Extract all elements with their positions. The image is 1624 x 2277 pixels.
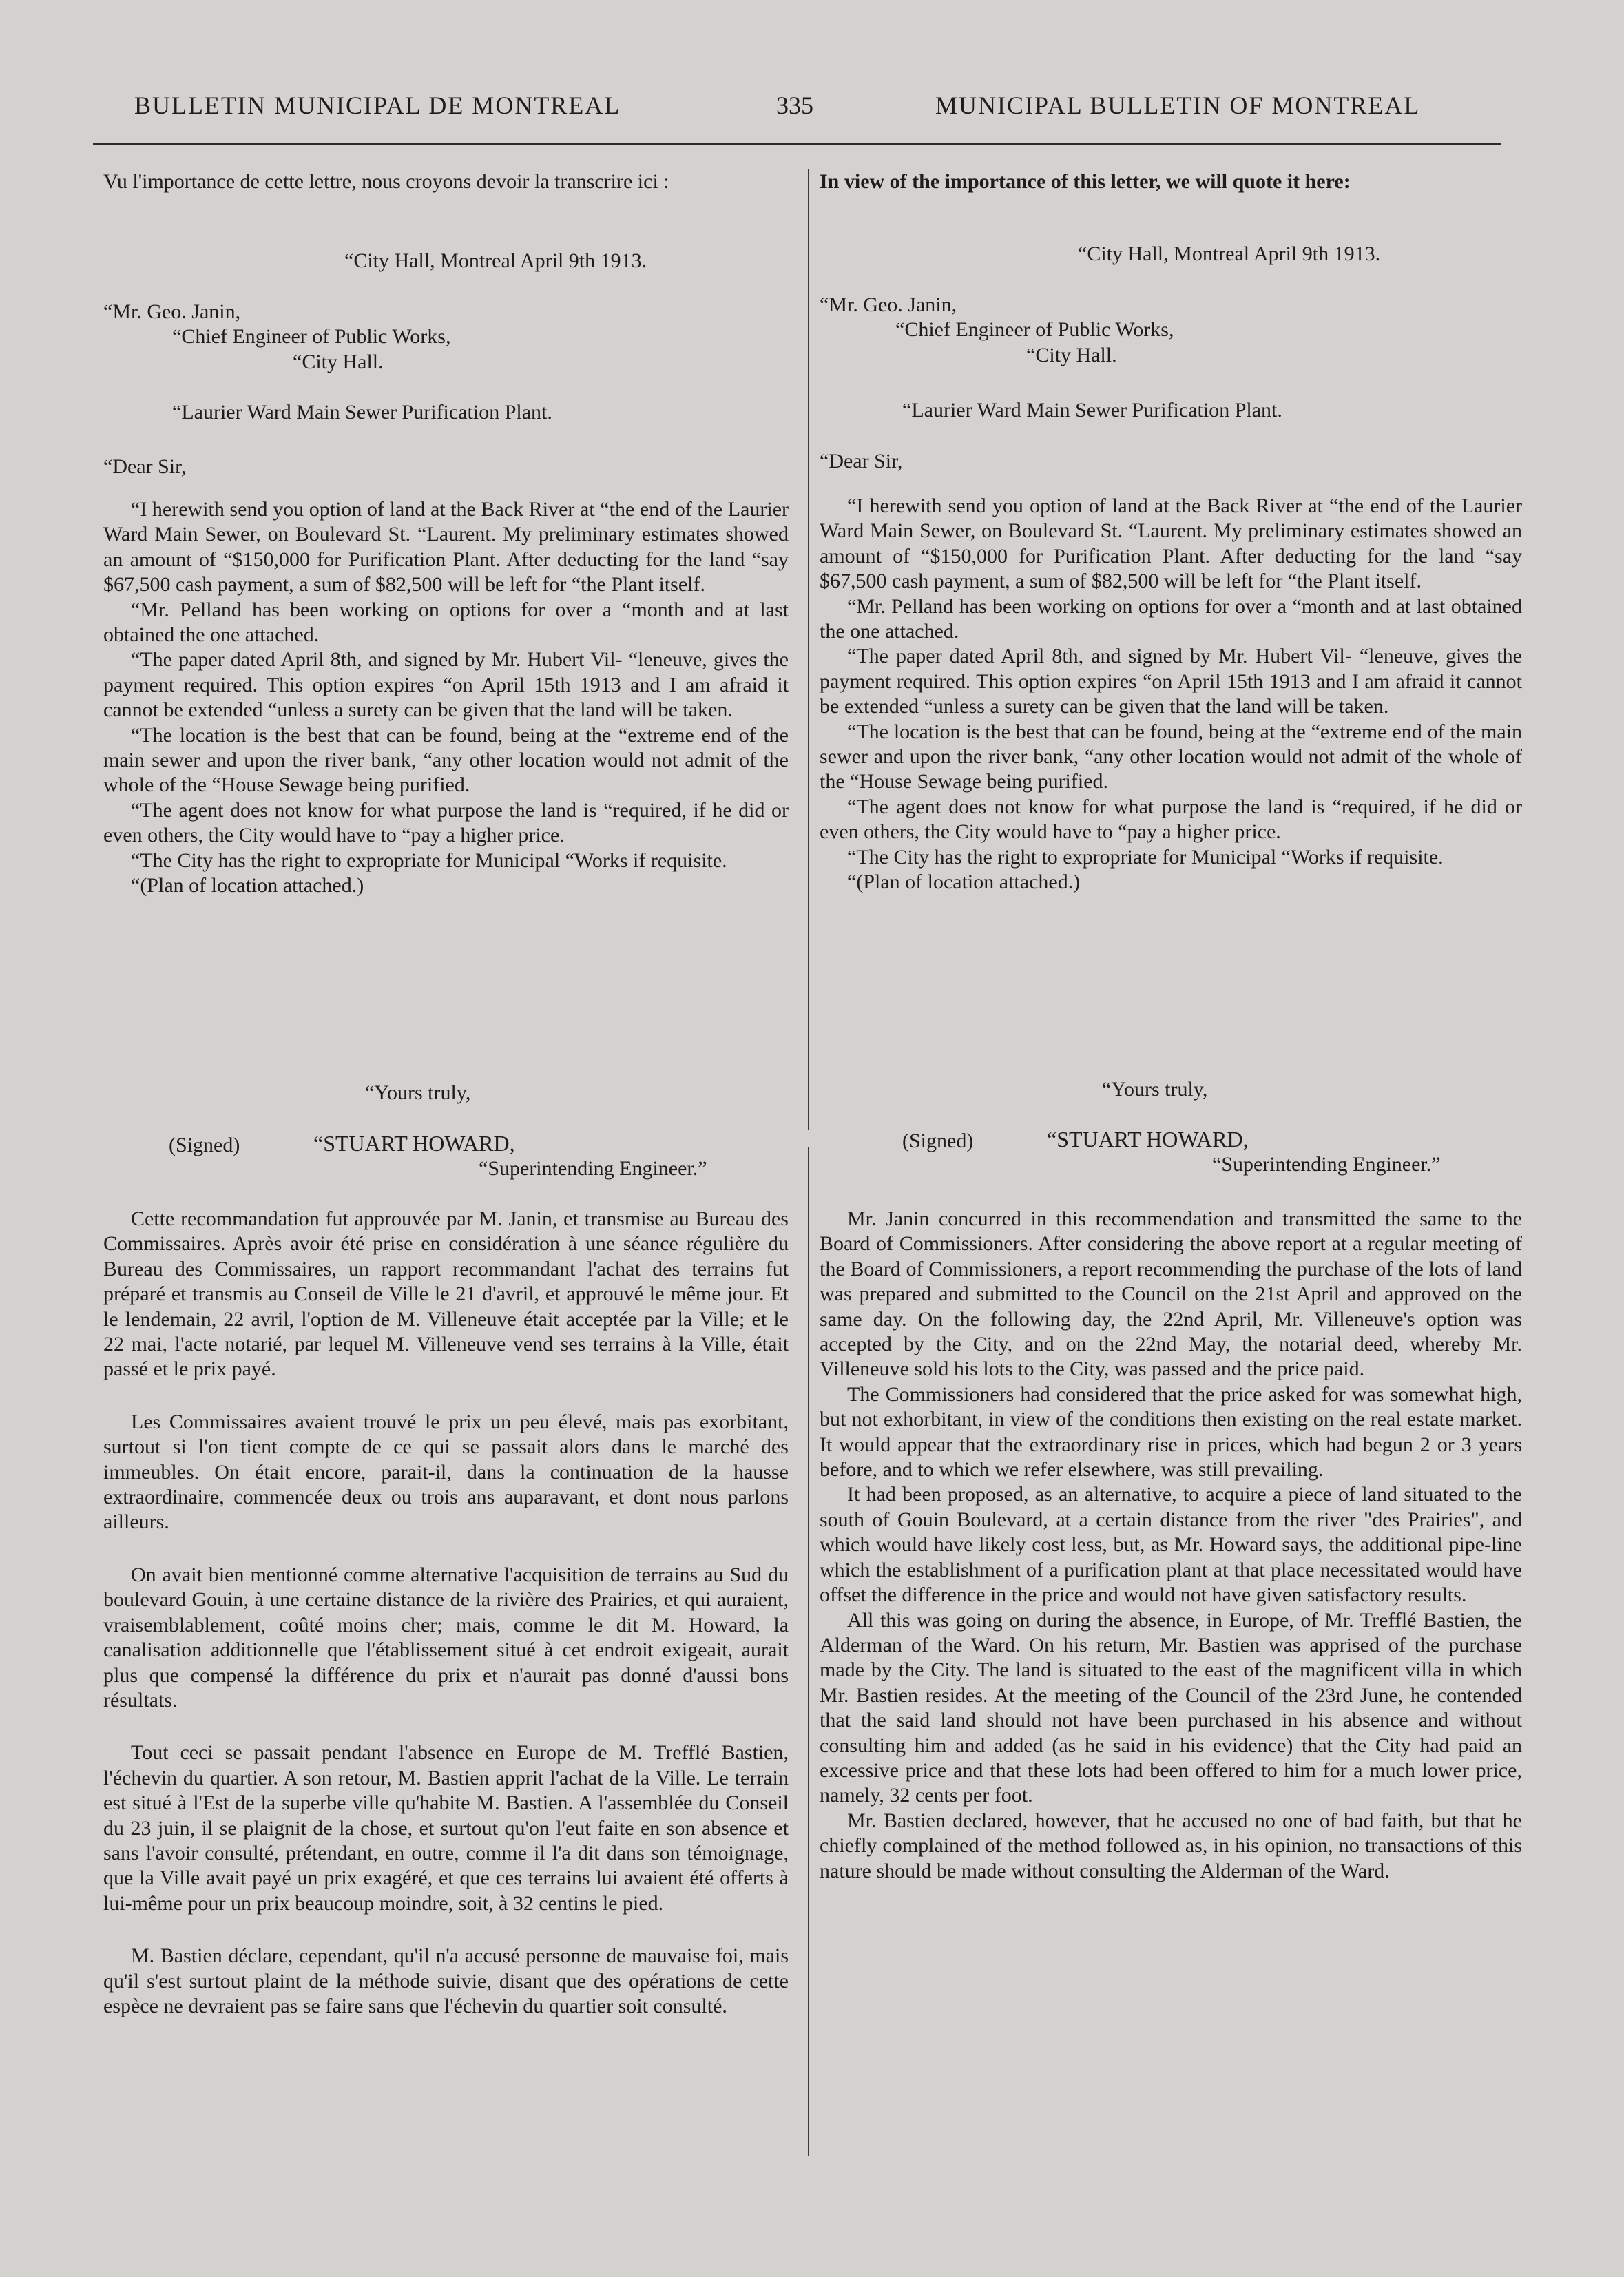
letter-paragraph: “Mr. Pelland has been working on options for over a “month and at last obtained the one attached.	[820, 594, 1522, 643]
signer-title-fr: “Superintending Engineer.”	[479, 1157, 707, 1180]
french-paragraph: Les Commissaires avaient trouvé le prix un peu élevé, mais pas exorbitant, surtout si l'on tient compte de ce qui se passait alors dans le marché des immeubles. On était encore, parait-il, dans la continuation de la hausse extraordinaire, commencée deux ou trois ans auparavant, et dont nous parlons ailleurs.	[103, 1410, 789, 1534]
signer-title-en: “Superintending Engineer.”	[1212, 1153, 1441, 1176]
addressee-title: “Chief Engineer of Public Works,	[895, 318, 1174, 342]
english-paragraph: The Commissioners had considered that the price asked for was somewhat high, but not exhorbitant, in view of the conditions then existing on the real estate market. It would appear that the extraordinary rise in prices, which had begun 2 or 3 years before, and to which we refer elsewhere, was still prevailing.	[820, 1382, 1522, 1481]
letter-paragraph: “I herewith send you option of land at the Back River at “the end of the Laurier Ward Main Sewer, on Boulevard St. “Laurent. My preliminary estimates showed an amount of “$150,000 for Purification Plant. After deducting for the land “say $67,500 cash payment, a sum of $82,500 will be left for “the Plant itself.	[820, 495, 1522, 593]
letter-closing-fr: “Yours truly,	[365, 1081, 471, 1104]
addressee-place: “City Hall.	[293, 350, 384, 373]
header-left-title: BULLETIN MUNICIPAL DE MONTREAL	[134, 92, 621, 119]
letter-salutation-en: “Dear Sir,	[820, 450, 903, 472]
page-number: 335	[776, 92, 813, 119]
french-paragraph: Tout ceci se passait pendant l'absence en Europe de M. Trefflé Bastien, l'échevin du quartier. A son retour, M. Bastien apprit l'achat de la Ville. Le terrain est situé à l'Est de la superbe ville qu'habite M. Bastien. A l'assemblée du Conseil du 23 juin, il se plaignit de la chose, et surtout qu'on l'eut faite en son absence et sans l'avoir consulté, prétendant, en outre, comme il l'a dit dans son témoignage, que la Ville avait payé un prix exagéré, et que ces terrains lui avaient été offerts à lui-même pour un prix beaucoup moindre, soit, à 32 centins le pied.	[103, 1741, 789, 1915]
signer-name-en: “STUART HOWARD,	[1047, 1127, 1249, 1152]
letter-paragraph: “The agent does not know for what purpose the land is “required, if he did or even others, the City would have to “pay a higher price.	[103, 798, 789, 847]
addressee: “Mr. Geo. Janin,	[820, 293, 957, 316]
french-paragraph: M. Bastien déclare, cependant, qu'il n'a accusé personne de mauvaise foi, mais qu'il s'est surtout plaint de la méthode suivie, disant que des opérations de cette espèce ne devraient pas se faire sans que l'échevin du quartier soit consulté.	[103, 1944, 789, 2017]
letter-paragraph: “The location is the best that can be found, being at the “extreme end of the main sewer and upon the river bank, “any other location would not admit of the whole of the “House Sewage being purified.	[820, 720, 1522, 793]
signed-label-en: (Signed)	[902, 1130, 974, 1152]
letter-body-en	[820, 494, 1522, 895]
letter-paragraph: “The location is the best that can be found, being at the “extreme end of the main sewer and upon the river bank, “any other location would not admit of the whole of the “House Sewage being purified.	[103, 723, 789, 797]
letter-paragraph: “The City has the right to expropriate for Municipal “Works if requisite.	[131, 849, 727, 872]
signer-name-fr: “STUART HOWARD,	[313, 1131, 515, 1156]
addressee-title: “Chief Engineer of Public Works,	[172, 325, 451, 349]
addressee: “Mr. Geo. Janin,	[103, 300, 241, 323]
letter-paragraph: “The agent does not know for what purpose the land is “required, if he did or even others, the City would have to “pay a higher price.	[820, 795, 1522, 844]
french-intro: Vu l'importance de cette lettre, nous croyons devoir la transcrire ici :	[103, 170, 669, 193]
letter-subject-fr: “Laurier Ward Main Sewer Purification Plant.	[172, 401, 552, 424]
column-divider-top	[808, 169, 809, 1130]
signed-label-fr: (Signed)	[169, 1134, 240, 1156]
letter-closing-en: “Yours truly,	[1102, 1078, 1208, 1101]
header-rule	[93, 143, 1501, 145]
english-paragraph: All this was going on during the absence, in Europe, of Mr. Trefflé Bastien, the Alderman of the Ward. On his return, Mr. Bastien was apprised of the purchase made by the City. The land is situated to the east of the magnificent villa in which Mr. Bastien resides. At the meeting of the Council of the 23rd June, he contended that the said land should not have been purchased in his absence and without consulting him and added (as he said in his evidence) that the City had paid an excessive price and that these lots had been offered to him for a much lower price, namely, 32 cents per foot.	[820, 1608, 1522, 1807]
english-body	[820, 1207, 1522, 1884]
letter-subject-en: “Laurier Ward Main Sewer Purification Plant.	[902, 399, 1282, 422]
letter-body-fr	[103, 497, 789, 899]
letter-address-fr	[103, 300, 789, 375]
english-paragraph: Mr. Janin concurred in this recommendation and transmitted the same to the Board of Commissioners. After considering the above report at a regular meeting of the Board of Commissioners, a report recommending the purchase of the lots of land was prepared and submitted to the Council on the 21st April and approved on the same day. On the following day, the 22nd April, Mr. Villeneuve's option was accepted by the City, and on the 22nd May, the notarial deed, whereby Mr. Villeneuve sold his lots to the City, was passed and the price paid.	[820, 1207, 1522, 1381]
header-right-title: MUNICIPAL BULLETIN OF MONTREAL	[935, 92, 1421, 119]
letter-paragraph: “Mr. Pelland has been working on options for over a “month and at last obtained the one attached.	[103, 598, 789, 647]
french-paragraph: Cette recommandation fut approuvée par M. Janin, et transmise au Bureau des Commissaires. Après avoir été prise en considération à une séance régulière du Bureau des Commissaires, un rapport recommandant l'achat des terrains fut préparé et transmis au Conseil de Ville le 21 d'avril, et approuvé le même jour. Et le lendemain, 22 avril, l'option de M. Villeneuve était acceptée par la Ville; et le 22 mai, l'acte notarié, par lequel M. Villeneuve vend ses terrains à la Ville, était passé et le prix payé.	[103, 1207, 789, 1381]
english-paragraph: Mr. Bastien declared, however, that he accused no one of bad faith, but that he chiefly complained of the method followed as, in his opinion, no transactions of this nature should be made without consulting the Alderman of the Ward.	[820, 1809, 1522, 1882]
letter-paragraph: “The paper dated April 8th, and signed by Mr. Hubert Vil- “leneuve, gives the payment required. This option expires “on April 15th 1913 and I am afraid it cannot be extended “unless a surety can be given that the land will be taken.	[820, 645, 1522, 718]
french-paragraph: On avait bien mentionné comme alternative l'acquisition de terrains au Sud du boulevard Gouin, à une certaine distance de la rivière des Prairies, et qui auraient, vraisemblablement, coûté moins cher; mais, comme le dit M. Howard, la canalisation additionnelle que l'établissement situé à cet endroit exigeait, aurait plus que compensé la différence du prix et n'aurait pas donné d'aussi bons résultats.	[103, 1563, 789, 1712]
letter-address-en	[820, 293, 1522, 368]
letter-paragraph: “The paper dated April 8th, and signed by Mr. Hubert Vil- “leneuve, gives the payment required. This option expires “on April 15th 1913 and I am afraid it cannot be extended “unless a surety can be given that the land will be taken.	[103, 648, 789, 722]
english-intro: In view of the importance of this letter, we will quote it here:	[820, 170, 1351, 193]
column-divider-bottom	[808, 1147, 809, 2156]
letter-paragraph: “The City has the right to expropriate for Municipal “Works if requisite.	[847, 845, 1444, 869]
letter-paragraph: “I herewith send you option of land at the Back River at “the end of the Laurier Ward Main Sewer, on Boulevard St. “Laurent. My preliminary estimates showed an amount of “$150,000 for Purification Plant. After deducting for the land “say $67,500 cash payment, a sum of $82,500 will be left for “the Plant itself.	[103, 498, 789, 596]
french-body	[103, 1207, 789, 2019]
addressee-place: “City Hall.	[1026, 343, 1117, 366]
letter-dateline-fr: “City Hall, Montreal April 9th 1913.	[344, 249, 647, 272]
english-paragraph: It had been proposed, as an alternative, to acquire a piece of land situated to the south of Gouin Boulevard, at a certain distance from the river "des Prairies", and which would have likely cost less, but, as Mr. Howard says, the additional pipe-line which the establishment of a purification plant at that place necessitated would have offset the difference in the price and would not have given satisfactory results.	[820, 1483, 1522, 1607]
letter-paragraph: “(Plan of location attached.)	[847, 871, 1081, 894]
letter-dateline-en: “City Hall, Montreal April 9th 1913.	[1078, 242, 1381, 265]
letter-salutation-fr: “Dear Sir,	[103, 455, 187, 478]
letter-paragraph: “(Plan of location attached.)	[131, 874, 364, 897]
